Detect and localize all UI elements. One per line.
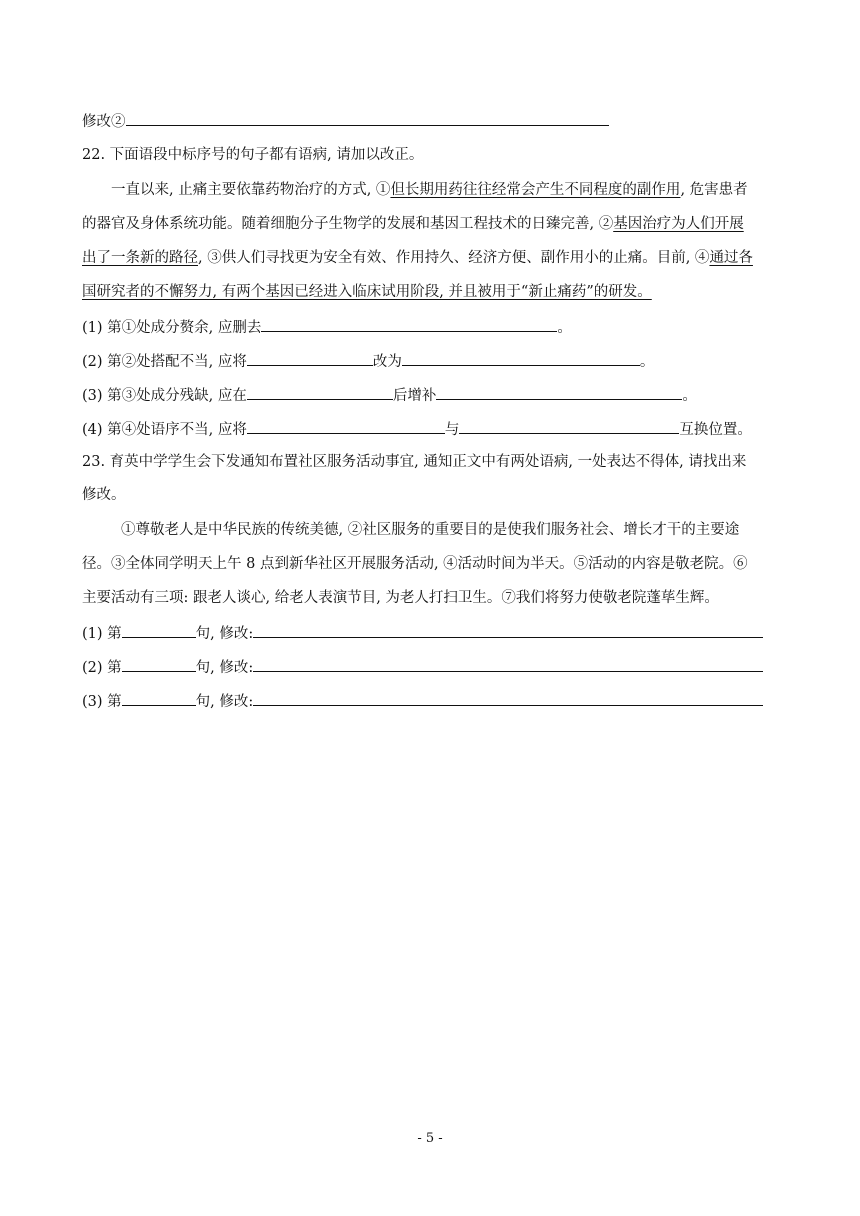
q23-answer-2	[82, 656, 763, 678]
answer-2-blank-a[interactable]	[247, 350, 373, 366]
revision-2-blank[interactable]	[126, 110, 609, 126]
answer-connector: 句, 修改:	[195, 626, 254, 642]
answer-3-blank-b[interactable]	[436, 384, 682, 400]
answer-label: (3) 第③处成分残缺, 应在	[82, 388, 247, 404]
answer-connector: 句, 修改:	[195, 694, 254, 710]
answer-3-blank-a[interactable]	[247, 384, 393, 400]
answer-label: (3) 第	[82, 694, 122, 710]
q22-text: 。目前, ④	[642, 250, 710, 266]
answer-connector: 与	[444, 422, 460, 438]
q23-title-line-1: 23. 育英中学学生会下发通知布置社区服务活动事宜, 通知正文中有两处语病, 一处表达不得体, 请找出来	[82, 454, 747, 470]
answer-2-blank-b[interactable]	[402, 350, 640, 366]
q23-answer-2-sentence-blank[interactable]	[122, 656, 196, 672]
q22-sentence-4-cont: 国研究者的不懈努力, 有两个基因已经进入临床试用阶段, 并且被用于“新止痛药”的研发。	[82, 284, 652, 300]
revision-2-line	[82, 110, 609, 132]
q23-title-line-2: 修改。	[82, 487, 126, 503]
q22-answer-3	[82, 384, 697, 406]
answer-label: (1) 第①处成分赘余, 应删去	[82, 320, 262, 336]
answer-label: (2) 第	[82, 660, 122, 676]
answer-connector: 后增补	[392, 388, 437, 404]
q22-text: 一直以来, 止痛主要依靠药物治疗的方式, ①	[111, 182, 391, 198]
revision-2-label: 修改②	[82, 114, 126, 130]
q22-passage-line-4	[82, 282, 652, 302]
answer-label: (4) 第④处语序不当, 应将	[82, 422, 247, 438]
q23-answer-1-sentence-blank[interactable]	[122, 622, 196, 638]
q23-passage-line-3: 主要活动有三项: 跟老人谈心, 给老人表演节目, 为老人打扫卫生。⑦我们将努力使敬老院蓬荜生辉。	[82, 590, 719, 606]
q22-title: 22. 下面语段中标序号的句子都有语病, 请加以改正。	[82, 147, 424, 163]
q23-answer-3-sentence-blank[interactable]	[122, 690, 196, 706]
q22-answer-4	[82, 418, 752, 440]
q23-answer-3	[82, 690, 763, 712]
q22-text: , ③	[198, 250, 222, 266]
q22-passage-line-3	[82, 248, 753, 268]
q22-sentence-1: 但长期用药往往经常会产生不同程度的副作用	[390, 182, 681, 198]
page-number: - 5 -	[417, 1131, 443, 1146]
answer-suffix: 互换位置。	[679, 422, 752, 438]
q23-answer-2-revision-blank[interactable]	[253, 656, 763, 672]
q23-answer-1	[82, 622, 763, 644]
answer-4-blank-a[interactable]	[247, 418, 445, 434]
answer-suffix: 。	[639, 354, 655, 370]
q22-passage-line-2	[82, 214, 744, 234]
q22-sentence-2-cont: 出了一条新的路径	[82, 250, 198, 266]
q23-answer-3-revision-blank[interactable]	[253, 690, 763, 706]
answer-connector: 改为	[372, 354, 402, 370]
q23-answer-1-revision-blank[interactable]	[253, 622, 763, 638]
q23-passage-line-1: ①尊敬老人是中华民族的传统美德, ②社区服务的重要目的是使我们服务社会、增长才干的主要途	[121, 522, 740, 538]
q22-sentence-4: 通过各	[709, 250, 753, 266]
answer-label: (2) 第②处搭配不当, 应将	[82, 354, 247, 370]
q23-passage-line-2: 径。③全体同学明天上午 8 点到新华社区开展服务活动, ④活动时间为半天。⑤活动的内容是敬老院。⑥	[82, 556, 748, 572]
q22-answer-2	[82, 350, 654, 372]
q22-answer-1	[82, 316, 572, 338]
q22-sentence-3: 供人们寻找更为安全有效、作用持久、经济方便、副作用小的止痛	[221, 250, 643, 266]
answer-suffix: 。	[682, 388, 697, 404]
answer-4-blank-b[interactable]	[459, 418, 679, 434]
answer-1-blank[interactable]	[261, 316, 557, 332]
q22-passage-line-1	[111, 180, 748, 200]
answer-suffix: 。	[557, 320, 572, 336]
q22-text: 的器官及身体系统功能。随着细胞分子生物学的发展和基因工程技术的日臻完善, ②	[82, 216, 614, 232]
q22-sentence-2: 基因治疗为人们开展	[613, 216, 744, 232]
q22-text: , 危害患者	[680, 182, 748, 198]
answer-label: (1) 第	[82, 626, 122, 642]
answer-connector: 句, 修改:	[195, 660, 254, 676]
